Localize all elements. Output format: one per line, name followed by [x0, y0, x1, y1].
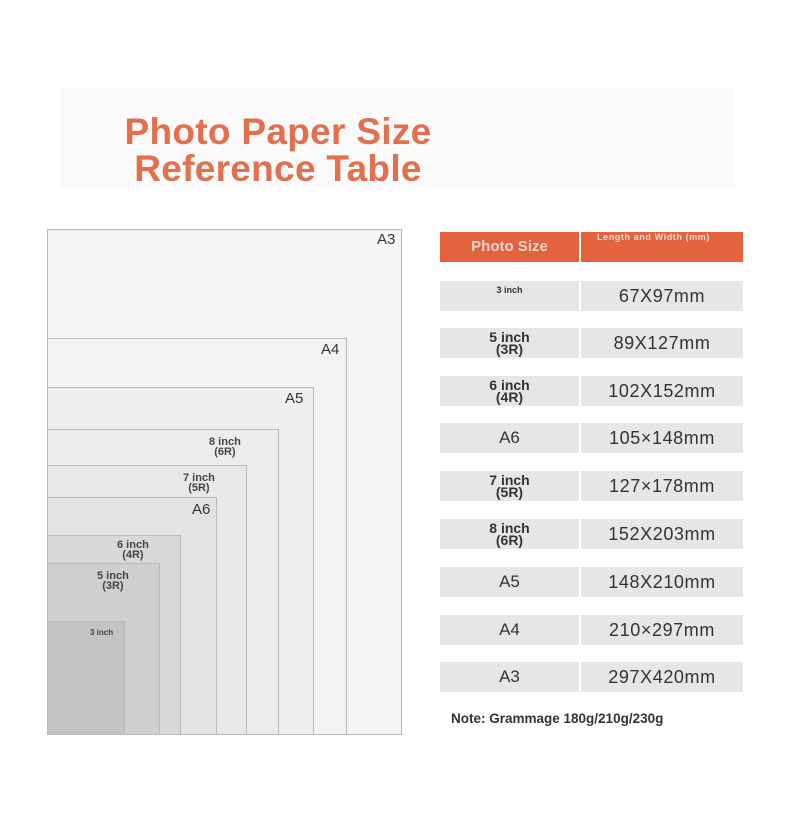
- label-a5: A5: [285, 390, 304, 407]
- header-size: Photo Size: [471, 238, 548, 255]
- label-7inch: 7 inch (5R): [183, 472, 215, 494]
- cell-dims: 152X203mm: [608, 523, 716, 544]
- table-row: [440, 519, 743, 549]
- cell-size: 8 inch (6R): [489, 520, 530, 548]
- cell-dims: 89X127mm: [613, 332, 711, 353]
- label-a3: A3: [377, 231, 396, 248]
- label-8inch: 8 inch (6R): [209, 436, 241, 458]
- table-row: [440, 615, 743, 645]
- table-row: [440, 662, 743, 692]
- label-5inch: 5 inch (3R): [97, 570, 129, 592]
- label-a6: A6: [192, 501, 211, 518]
- label-6inch: 6 inch (4R): [117, 539, 149, 561]
- cell-size: A5: [499, 572, 520, 591]
- table-header: [440, 232, 743, 262]
- cell-size: 6 inch (4R): [489, 377, 530, 405]
- table-row: [440, 328, 743, 358]
- cell-dims: 148X210mm: [608, 571, 716, 592]
- table-row: [440, 567, 743, 597]
- cell-dims: 105×148mm: [609, 427, 715, 448]
- cell-size: A4: [499, 620, 520, 639]
- table-row: [440, 281, 743, 311]
- table-row: [440, 471, 743, 501]
- title-line-2: Reference Table: [134, 148, 422, 189]
- label-a4: A4: [321, 341, 340, 358]
- size-diagram: [47, 229, 402, 735]
- cell-dims: 127×178mm: [609, 475, 715, 496]
- cell-size: A3: [499, 667, 520, 686]
- cell-dims: 67X97mm: [618, 285, 706, 306]
- cell-size: 7 inch (5R): [489, 472, 530, 500]
- rect-3inch: [47, 621, 125, 735]
- grammage-note: Note: Grammage 180g/210g/230g: [451, 711, 664, 726]
- table-row: [440, 376, 743, 406]
- header-dims: Length and Width (mm): [597, 232, 711, 242]
- table-row: [440, 423, 743, 453]
- cell-size: 5 inch (3R): [489, 329, 530, 357]
- page-title: [68, 113, 488, 187]
- cell-size: A6: [499, 428, 520, 447]
- label-3inch: 3 inch: [90, 628, 114, 637]
- cell-size: 3 inch: [496, 285, 523, 295]
- cell-dims: 297X420mm: [608, 666, 716, 687]
- cell-dims: 210×297mm: [609, 619, 715, 640]
- title-line-1: Photo Paper Size: [124, 111, 432, 152]
- cell-dims: 102X152mm: [608, 380, 716, 401]
